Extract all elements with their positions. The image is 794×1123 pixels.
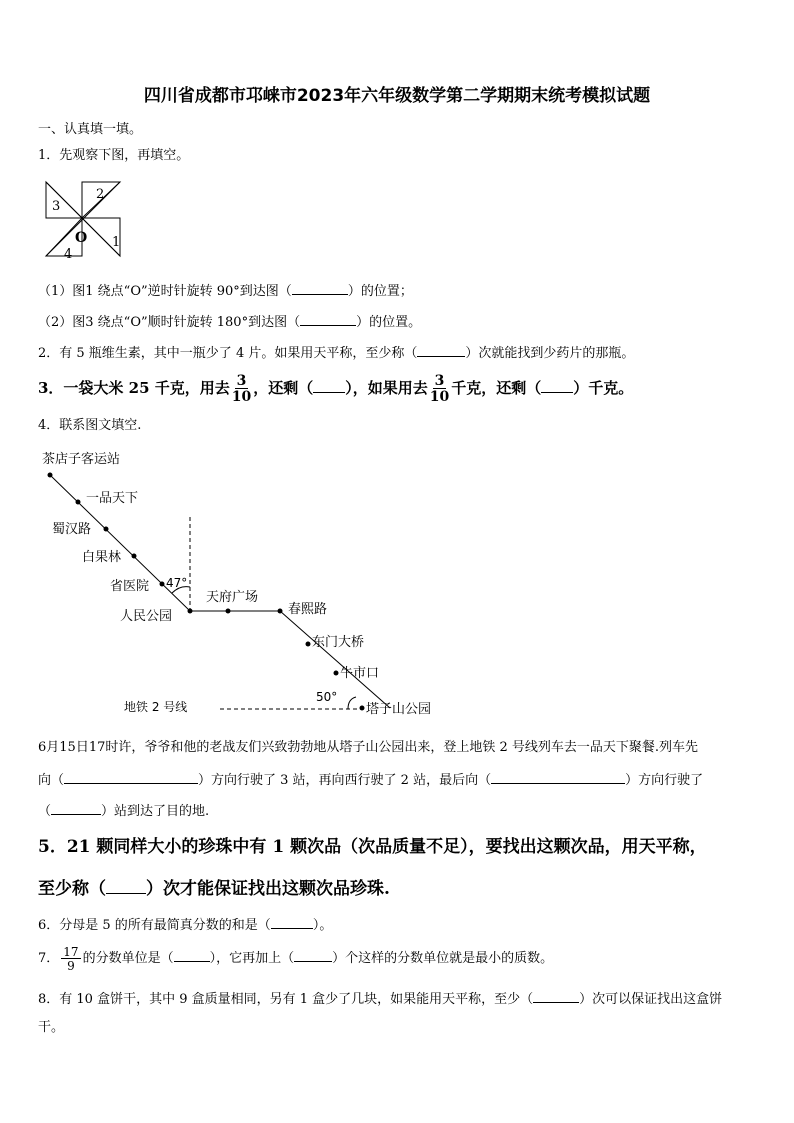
section-heading: 一、认真填一填。 bbox=[38, 122, 143, 137]
question-1-sub-1: （1）图1 绕点“O”逆时针旋转 90°到达图（ ）的位置； bbox=[38, 284, 413, 299]
answer-blank[interactable] bbox=[300, 313, 356, 326]
station-label: 一品天下 bbox=[86, 491, 139, 506]
station-label: 东门大桥 bbox=[312, 635, 365, 650]
answer-blank[interactable] bbox=[491, 771, 625, 784]
fraction: $\frac{3}{10}$ bbox=[429, 373, 450, 405]
question-4-paragraph-3: （ ）站到达了目的地. bbox=[38, 804, 210, 819]
fraction: $\frac{17}{9}$ bbox=[63, 944, 79, 973]
station-dot bbox=[188, 609, 193, 614]
angle-label: 47° bbox=[166, 576, 188, 590]
fig-label-1: 1 bbox=[112, 235, 121, 250]
question-2: 2．有 5 瓶维生素，其中一瓶少了 4 片。如果用天平称，至少称（ ）次就能找到少药片的那瓶。 bbox=[38, 346, 635, 361]
station-label: 天府广场 bbox=[206, 590, 259, 605]
station-label: 蜀汉路 bbox=[52, 522, 92, 537]
question-4-paragraph-2: 向（ ）方向行驶了 3 站，再向西行驶了 2 站，最后向（ ）方向行驶了 bbox=[38, 773, 704, 788]
station-dot bbox=[278, 609, 283, 614]
station-dot bbox=[132, 554, 137, 559]
question-6: 6．分母是 5 的所有最简真分数的和是（ ）。 bbox=[38, 918, 333, 933]
page-title: 四川省成都市邛崃市2023年六年级数学第二学期期末统考模拟试题 bbox=[143, 86, 651, 106]
windmill-figure bbox=[44, 180, 126, 262]
station-dot bbox=[334, 671, 339, 676]
answer-blank[interactable] bbox=[64, 771, 198, 784]
fraction: $\frac{3}{10}$ bbox=[231, 373, 252, 405]
question-1-sub-2: （2）图3 绕点“O”顺时针旋转 180°到达图（ ）的位置。 bbox=[38, 315, 422, 330]
line-2-label: 地铁 2 号线 bbox=[124, 700, 188, 714]
answer-blank[interactable] bbox=[106, 878, 146, 894]
station-dot bbox=[360, 706, 365, 711]
answer-blank[interactable] bbox=[292, 282, 348, 295]
question-5-line-2: 至少称（ ）次才能保证找出这颗次品珍珠. bbox=[38, 879, 390, 899]
station-label: 春熙路 bbox=[288, 602, 328, 617]
station-label: 塔子山公园 bbox=[366, 702, 432, 717]
answer-blank[interactable] bbox=[51, 802, 101, 815]
answer-blank[interactable] bbox=[271, 916, 313, 929]
question-3: 3．一袋大米 25 千克，用去 $\frac{3}{10}$ ，还剩（ ），如果用去 $\frac{3}{10}$ 千克，还剩（ ）千克。 bbox=[38, 373, 634, 405]
station-label: 牛市口 bbox=[340, 666, 380, 681]
question-5-line-1: 5．21 颗同样大小的珍珠中有 1 颗次品（次品质量不足），要找出这颗次品，用天平称， bbox=[38, 837, 707, 857]
answer-blank[interactable] bbox=[294, 949, 332, 962]
station-label: 茶店子客运站 bbox=[42, 452, 121, 467]
question-4-text: 4．联系图文填空. bbox=[38, 418, 142, 433]
question-1-text: 1．先观察下图，再填空。 bbox=[38, 148, 190, 163]
question-8-line-2: 干。 bbox=[38, 1020, 65, 1035]
fig-label-3: 3 bbox=[52, 199, 61, 214]
station-label: 省医院 bbox=[110, 579, 150, 594]
station-label: 白果林 bbox=[82, 550, 122, 565]
fig-label-2: 2 bbox=[96, 187, 105, 202]
station-dot bbox=[76, 500, 81, 505]
answer-blank[interactable] bbox=[174, 949, 210, 962]
question-7: 7． $\frac{17}{9}$ 的分数单位是（ ），它再加上（ ）个这样的分数单位就是最小的质数。 bbox=[38, 944, 554, 973]
station-dot bbox=[48, 473, 53, 478]
question-4-paragraph-1: 6月15日17时许，爷爷和他的老战友们兴致勃勃地从塔子山公园出来，登上地铁 2 号线列车去一品天下聚餐.列车先 bbox=[38, 740, 699, 755]
station-dot bbox=[160, 582, 165, 587]
question-8-line-1: 8．有 10 盒饼干，其中 9 盒质量相同，另有 1 盒少了几块，如果能用天平称，至少（ ）次可以保证找出这盒饼 bbox=[38, 992, 723, 1007]
fig-label-o: O bbox=[75, 230, 88, 246]
answer-blank[interactable] bbox=[541, 380, 573, 393]
answer-blank[interactable] bbox=[417, 344, 465, 357]
station-label: 人民公园 bbox=[120, 609, 173, 624]
answer-blank[interactable] bbox=[313, 380, 345, 393]
answer-blank[interactable] bbox=[533, 990, 579, 1003]
metro-map bbox=[30, 445, 470, 725]
fig-label-4: 4 bbox=[64, 247, 73, 262]
station-dot bbox=[226, 609, 231, 614]
station-dot bbox=[104, 527, 109, 532]
angle-arc-50 bbox=[348, 697, 356, 709]
angle-label: 50° bbox=[316, 690, 338, 704]
station-dot bbox=[306, 642, 311, 647]
